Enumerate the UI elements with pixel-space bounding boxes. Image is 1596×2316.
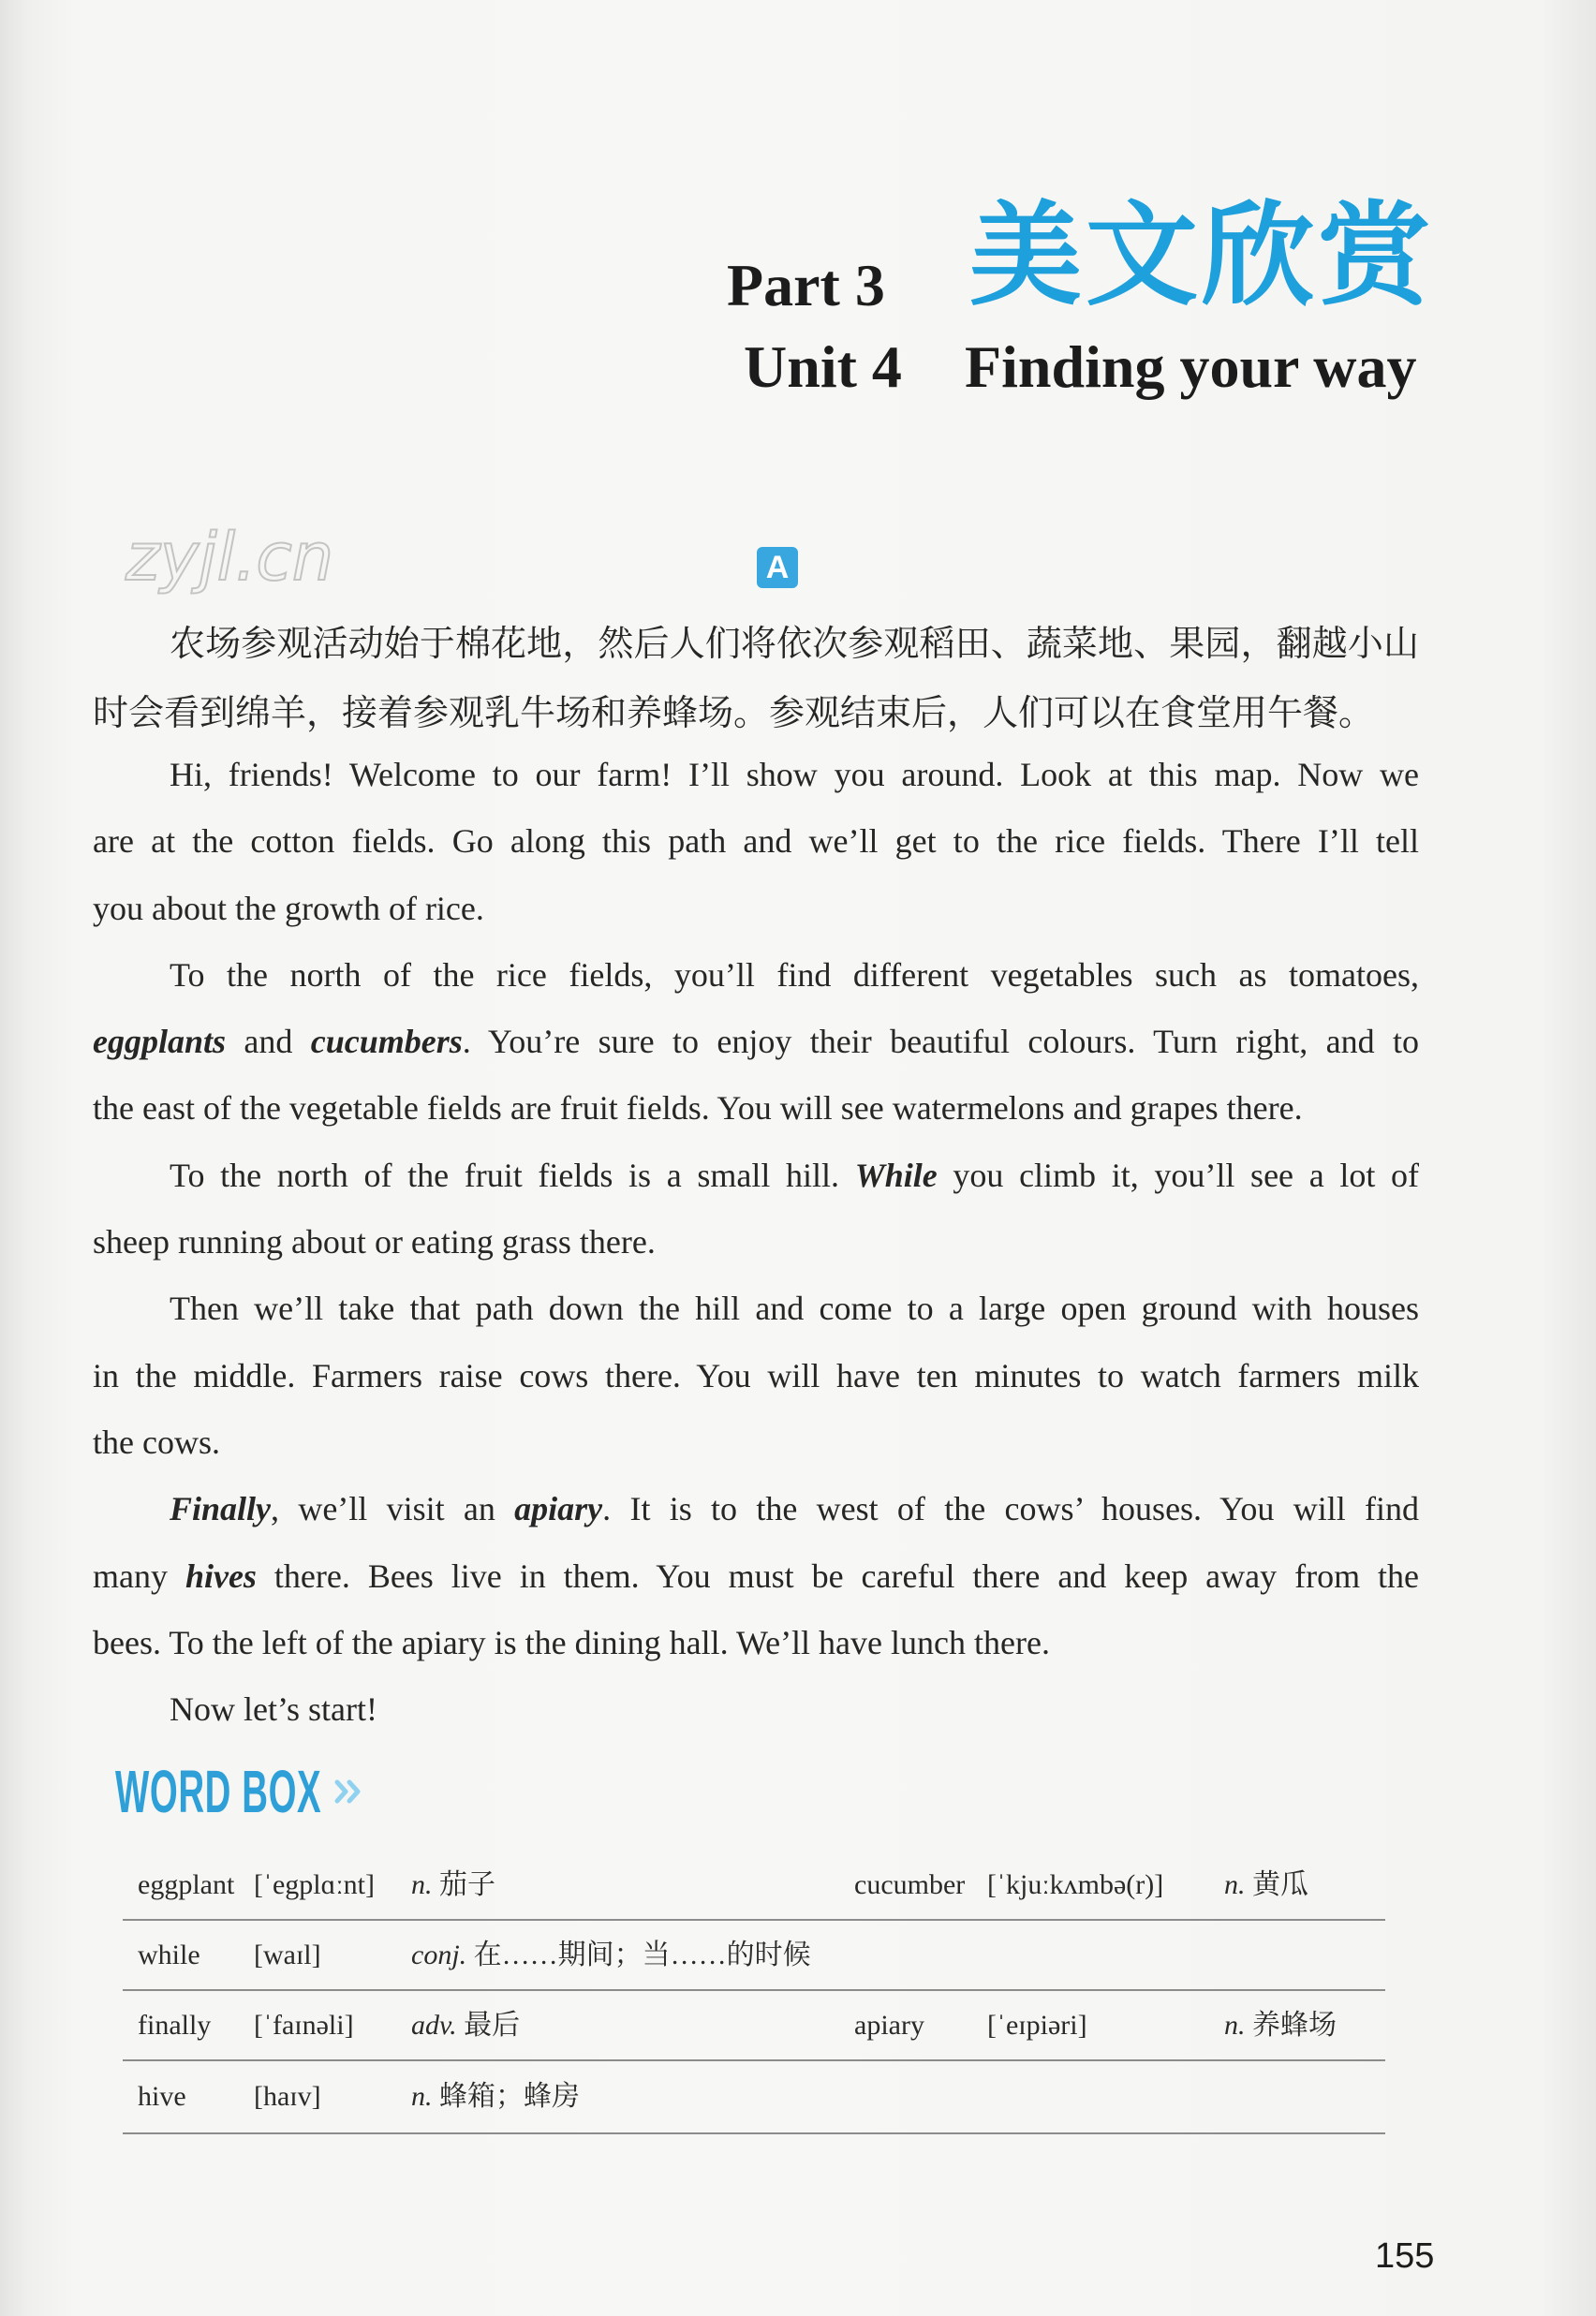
vocab-highlight: Finally — [170, 1490, 272, 1528]
paragraph — [93, 1676, 1419, 1743]
passage-body — [93, 742, 1419, 1743]
chinese-summary — [93, 610, 1419, 748]
passage-line: you about the growth of rice. — [93, 889, 484, 927]
paragraph — [93, 1276, 1419, 1476]
vocab-pos: n. — [411, 1869, 433, 1900]
vocab-word: eggplant — [138, 1869, 235, 1900]
part-label: Part 3 — [727, 252, 885, 318]
vocab-pos: n. — [411, 2081, 433, 2112]
vocab-word: finally — [138, 2010, 212, 2041]
vocab-meaning — [1224, 1851, 1308, 1919]
word-box-title: WORD BOX — [115, 1758, 322, 1825]
passage-line: the east of the vegetable fields are fruit fields. You will see watermelons and grapes there. — [93, 1089, 1303, 1128]
page-number: 155 — [1375, 2236, 1435, 2276]
word-box-row — [123, 1921, 1385, 1991]
passage-text: . It is to the west of the cows’ houses. You will find — [602, 1490, 1419, 1528]
section-title: 美文欣赏 — [969, 191, 1434, 321]
vocab-phonetic: [ˈkjuːkʌmbə(r)] — [987, 1869, 1164, 1900]
vocab-definition: 最后 — [464, 2010, 521, 2041]
passage-line: the cows. — [93, 1423, 220, 1461]
word-box-row — [123, 1991, 1385, 2061]
vocab-meaning — [411, 1991, 520, 2059]
passage-text: and — [226, 1023, 311, 1061]
vocab-definition: 在……期间；当……的时候 — [473, 1940, 811, 1970]
summary-line: 农场参观活动始于棉花地，然后人们将依次参观稻田、蔬菜地、果园，翻越小山 — [170, 625, 1419, 664]
vocab-highlight: cucumbers — [310, 1023, 463, 1061]
passage-text: , we’ll visit an — [271, 1490, 515, 1528]
vocab-definition: 黄瓜 — [1252, 1869, 1308, 1900]
vocab-word: cucumber — [854, 1869, 966, 1900]
passage-line: Then we’ll take that path down the hill and come to a large open ground with houses — [170, 1290, 1419, 1328]
passage-line: are at the cotton fields. Go along this path and we’ll get to the rice fields. There I’ll tell — [93, 822, 1419, 861]
unit-label: Unit 4 — [744, 333, 902, 400]
vocab-phonetic: [waɪl] — [254, 1940, 321, 1970]
passage-text: To the north of the fruit fields is a small hill. — [170, 1156, 855, 1194]
vocab-highlight: eggplants — [93, 1023, 227, 1061]
passage-line: Hi, friends! Welcome to our farm! I’ll show you around. Look at this map. Now we — [170, 756, 1419, 793]
passage-line — [93, 1476, 1419, 1542]
section-badge: A — [757, 547, 798, 588]
word-box-table — [123, 1851, 1385, 2134]
summary-line: 时会看到绵羊，接着参观乳牛场和养蜂场。参观结束后，人们可以在食堂用午餐。 — [93, 694, 1375, 733]
passage-line: bees. To the left of the apiary is the dining hall. We’ll have lunch there. — [93, 1623, 1050, 1661]
vocab-phonetic: [ˈfaɪnəli] — [254, 2010, 354, 2041]
vocab-highlight: hives — [185, 1556, 257, 1595]
passage-line: Now let’s start! — [170, 1690, 377, 1729]
paragraph — [93, 742, 1419, 942]
vocab-meaning — [411, 1851, 495, 1919]
vocab-definition: 蜂箱；蜂房 — [439, 2081, 580, 2112]
passage-text: there. Bees live in them. You must be careful there and keep away from the — [256, 1556, 1420, 1595]
paragraph — [93, 1143, 1419, 1276]
unit-title: Finding your way — [965, 333, 1417, 400]
paragraph — [93, 942, 1419, 1143]
vocab-word: apiary — [854, 2010, 924, 2041]
passage-line: in the middle. Farmers raise cows there. You will have ten minutes to watch farmers milk — [93, 1356, 1419, 1394]
vocab-definition: 养蜂场 — [1252, 2010, 1337, 2041]
passage-line — [93, 1009, 1419, 1075]
vocab-highlight: apiary — [514, 1490, 603, 1528]
vocab-pos: n. — [1224, 2010, 1246, 2041]
vocab-word: while — [138, 1940, 200, 1970]
vocab-phonetic: [ˈegplɑːnt] — [254, 1869, 375, 1900]
vocab-meaning — [411, 2061, 580, 2132]
passage-line: sheep running about or eating grass there. — [93, 1223, 656, 1261]
vocab-word: hive — [138, 2081, 186, 2112]
word-box-row — [123, 2061, 1385, 2134]
vocab-pos: n. — [1224, 1869, 1246, 1900]
passage-text: many — [93, 1556, 185, 1595]
vocab-meaning — [1224, 1991, 1337, 2059]
vocab-definition: 茄子 — [439, 1869, 495, 1900]
vocab-pos: adv. — [411, 2010, 457, 2041]
passage-text: you climb it, you’ll see a lot of — [937, 1156, 1419, 1194]
vocab-phonetic: [haɪv] — [254, 2081, 321, 2112]
vocab-phonetic: [ˈeɪpiəri] — [987, 2010, 1087, 2041]
passage-line: To the north of the rice fields, you’ll find different vegetables such as tomatoes, — [170, 955, 1419, 994]
watermark: zyjl.cn — [126, 519, 334, 596]
passage-line — [93, 1543, 1419, 1610]
vocab-meaning — [411, 1921, 811, 1989]
double-chevron-icon — [334, 1778, 362, 1806]
vocab-highlight: While — [854, 1156, 938, 1194]
vocab-pos: conj. — [411, 1940, 467, 1970]
passage-text: . You’re sure to enjoy their beautiful colours. Turn right, and to — [462, 1023, 1419, 1061]
word-box-row — [123, 1851, 1385, 1921]
passage-line — [93, 1143, 1419, 1209]
paragraph — [93, 1476, 1419, 1676]
